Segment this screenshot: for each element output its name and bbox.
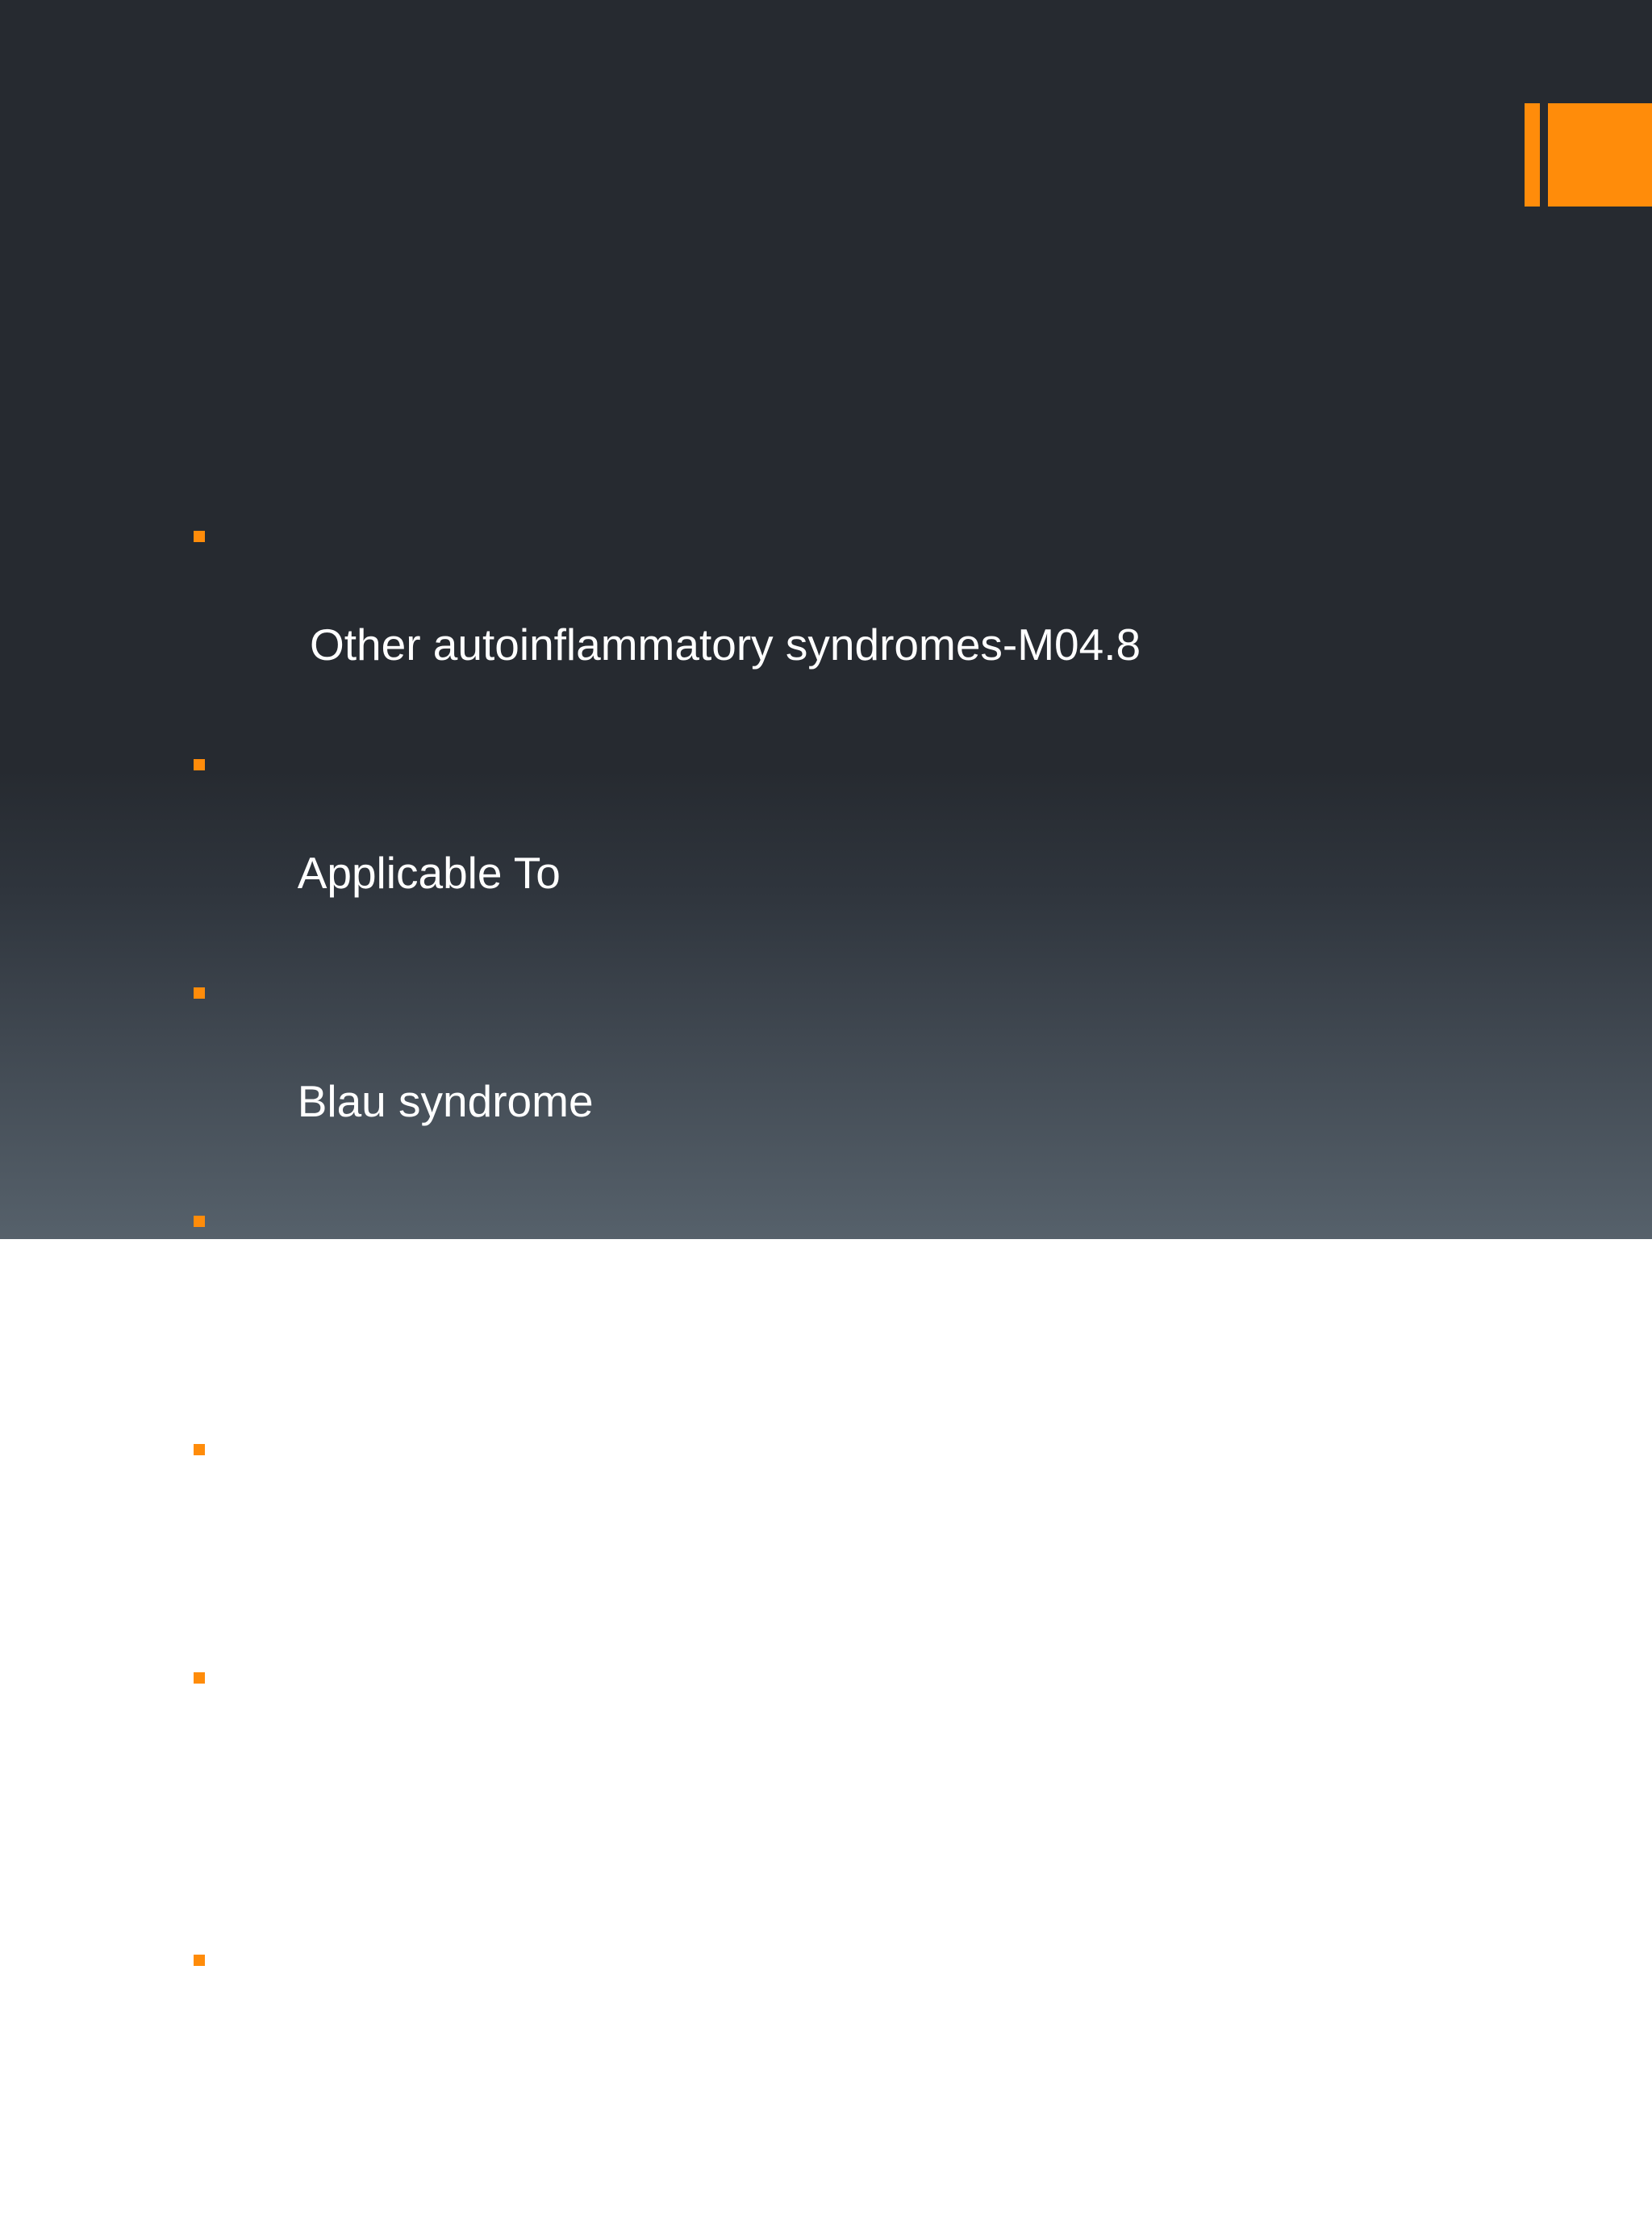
bullet-text: Majeed syndrome [297, 1533, 650, 1583]
bullet-text: Periodic fever, aphthous stomatitis, pharyngitis, and adenopathy syndrome [PFAPA] [223, 1761, 1324, 1865]
bullet-text: Pyogenic arthritis, pyoderma gangrenosum, and acne syndrome [PAPA] [223, 2043, 1363, 2147]
accent-bar-thin [1525, 103, 1540, 207]
list-item [194, 1423, 1387, 1639]
list-item [194, 1934, 1387, 2204]
square-bullet-icon [194, 1216, 205, 1227]
list-item [194, 1195, 1387, 1411]
square-bullet-icon [194, 531, 205, 542]
square-bullet-icon [194, 1444, 205, 1455]
accent-bar-block [1548, 103, 1652, 207]
square-bullet-icon [194, 987, 205, 999]
bullet-text: Other autoinflammatory syndromes-M04.8 [297, 620, 1141, 670]
bullet-list [194, 510, 1387, 2216]
list-item [194, 510, 1387, 726]
bullet-text: Applicable To [297, 848, 561, 898]
bullet-text: Deficiency of interleukin 1 receptor antagonist [DIRA] [297, 1304, 1338, 1354]
list-item [194, 1651, 1387, 1922]
list-item [194, 738, 1387, 954]
square-bullet-icon [194, 759, 205, 770]
square-bullet-icon [194, 1672, 205, 1684]
list-item [194, 966, 1387, 1183]
bullet-text: Blau syndrome [297, 1076, 594, 1126]
square-bullet-icon [194, 1955, 205, 1966]
